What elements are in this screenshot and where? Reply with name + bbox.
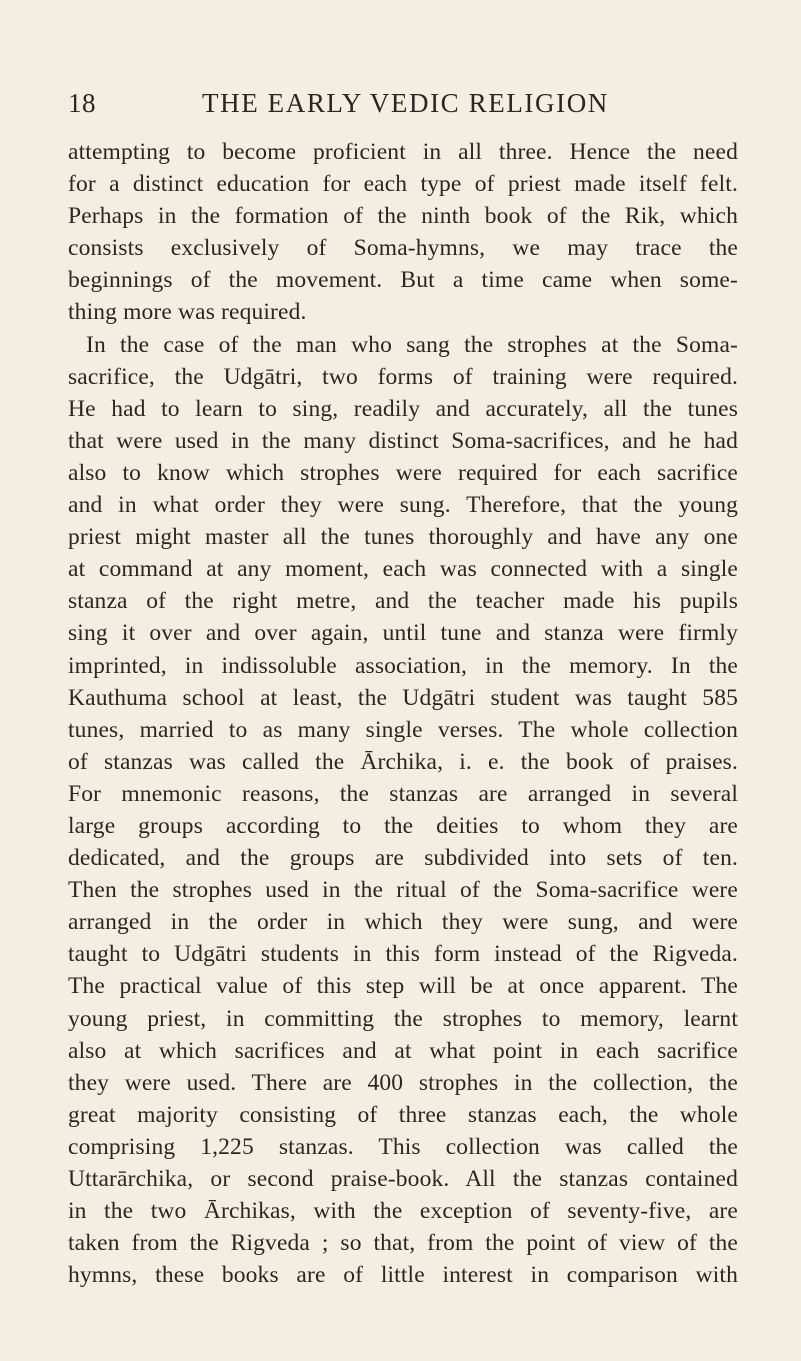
text-line: sing it over and over again, until tune and stanza were firmly xyxy=(68,620,738,647)
text-line: In the case of the man who sang the strophes at the Soma- xyxy=(86,331,738,358)
text-line: priest might master all the tunes thoroughly and have any one xyxy=(68,524,738,551)
text-line: The practical value of this step will be at once apparent. The xyxy=(68,973,738,1000)
page-header xyxy=(68,88,736,118)
text-line: dedicated, and the groups are subdivided into sets of ten. xyxy=(68,845,738,872)
page-number: 18 xyxy=(68,88,96,118)
text-line: at command at any moment, each was connected with a single xyxy=(68,556,738,583)
text-line: of stanzas was called the Ārchika, i. e. the book of praises. xyxy=(68,748,738,775)
text-line: taken from the Rigveda ; so that, from the point of view of the xyxy=(68,1230,738,1257)
text-line: great majority consisting of three stanzas each, the whole xyxy=(68,1101,738,1128)
text-line: large groups according to the deities to whom they are xyxy=(68,812,738,839)
text-line: He had to learn to sing, readily and accurately, all the tunes xyxy=(68,395,738,422)
text-line: comprising 1,225 stanzas. This collection was called the xyxy=(68,1133,738,1160)
text-line: they were used. There are 400 strophes in the collection, the xyxy=(68,1069,738,1096)
text-line: Perhaps in the formation of the ninth book of the Rik, which xyxy=(68,203,738,230)
text-line: thing more was required. xyxy=(68,299,307,326)
text-line: sacrifice, the Udgātri, two forms of training were required. xyxy=(68,363,738,390)
text-line: young priest, in committing the strophes to memory, learnt xyxy=(68,1005,738,1032)
text-line: tunes, married to as many single verses. The whole collection xyxy=(68,716,738,743)
text-line: also to know which strophes were required for each sacrifice xyxy=(68,459,738,486)
text-line: arranged in the order in which they were sung, and were xyxy=(68,909,738,936)
text-line: imprinted, in indissoluble association, in the memory. In the xyxy=(68,652,738,679)
text-line: consists exclusively of Soma-hymns, we may trace the xyxy=(68,235,738,262)
text-line: attempting to become proficient in all three. Hence the need xyxy=(68,139,738,165)
running-head: THE EARLY VEDIC RELIGION xyxy=(202,88,609,118)
text-line: for a distinct education for each type of priest made itself felt. xyxy=(68,171,738,198)
text-line: taught to Udgātri students in this form instead of the Rigveda. xyxy=(68,941,738,968)
text-line: For mnemonic reasons, the stanzas are arranged in several xyxy=(68,780,738,807)
text-line: Then the strophes used in the ritual of the Soma-sacrifice were xyxy=(68,877,738,904)
text-line: beginnings of the movement. But a time came when some- xyxy=(68,267,738,294)
text-line: stanza of the right metre, and the teacher made his pupils xyxy=(68,588,738,615)
text-line: and in what order they were sung. Therefore, that the young xyxy=(68,492,738,519)
text-line: hymns, these books are of little interest in comparison with xyxy=(68,1262,738,1289)
body-text xyxy=(68,136,738,1291)
text-line: also at which sacrifices and at what point in each sacrifice xyxy=(68,1037,738,1064)
text-line: Uttarārchika, or second praise-book. All the stanzas contained xyxy=(68,1166,738,1192)
text-line: in the two Ārchikas, with the exception of seventy-five, are xyxy=(68,1198,738,1225)
text-line: Kauthuma school at least, the Udgātri student was taught 585 xyxy=(68,684,738,711)
text-line: that were used in the many distinct Soma-sacrifices, and he had xyxy=(68,427,738,454)
